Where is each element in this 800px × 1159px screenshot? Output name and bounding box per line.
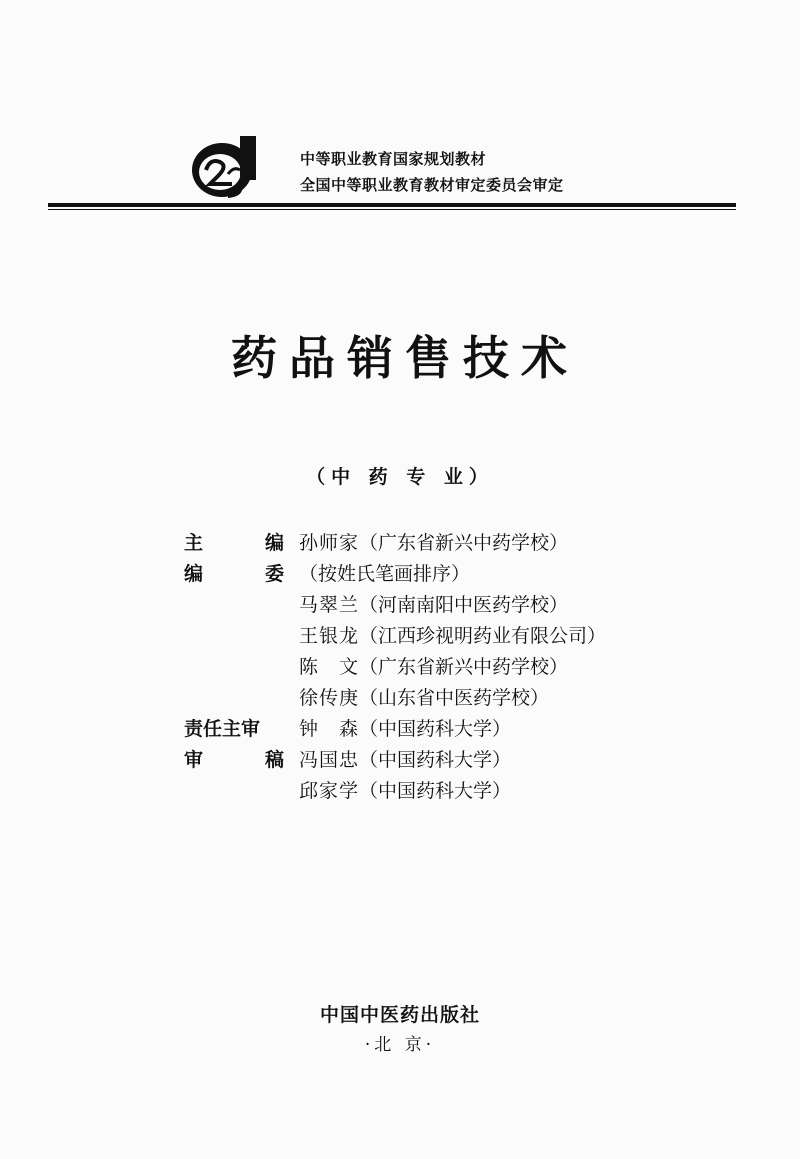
person-name: 马翠兰 bbox=[299, 594, 360, 616]
book-subtitle: （中 药 专 业） bbox=[306, 466, 494, 488]
credit-row-responsible-reviewer bbox=[184, 714, 764, 745]
header-rule-thin bbox=[48, 209, 736, 210]
board-member bbox=[299, 683, 549, 714]
person-name: 冯国忠 bbox=[299, 749, 360, 771]
credit-row-editorial-board bbox=[184, 559, 764, 590]
role-responsible-reviewer: 责任主审 bbox=[184, 718, 261, 740]
person-affiliation: （山东省中医药学校） bbox=[359, 687, 550, 709]
publisher-name: 中国中医药出版社 bbox=[319, 1004, 480, 1026]
board-member bbox=[299, 590, 568, 621]
person-affiliation: （中国药科大学） bbox=[359, 718, 512, 740]
role-char: 稿 bbox=[264, 749, 284, 771]
role-char: 委 bbox=[264, 563, 284, 585]
person-name: 徐传庚 bbox=[299, 687, 360, 709]
role-reviewers bbox=[184, 745, 284, 776]
person-name: 钟 森 bbox=[299, 718, 360, 740]
person-name: 王银龙 bbox=[299, 625, 360, 647]
person-name: 陈 文 bbox=[299, 656, 360, 678]
reviewer-entry bbox=[299, 745, 511, 776]
person-affiliation: （广东省新兴中药学校） bbox=[359, 532, 569, 554]
credit-row-chief-editor bbox=[184, 528, 764, 559]
series-statement bbox=[300, 146, 564, 198]
credits-block bbox=[184, 528, 764, 807]
role-editorial-board bbox=[184, 559, 284, 590]
textbook-series-logo-icon bbox=[188, 134, 266, 200]
board-member bbox=[299, 621, 606, 652]
board-member-row bbox=[184, 590, 764, 621]
credit-row-reviewers bbox=[184, 745, 764, 776]
board-member-row bbox=[184, 621, 764, 652]
person-affiliation: （中国药科大学） bbox=[359, 780, 512, 802]
role-char: 编 bbox=[184, 563, 204, 585]
responsible-reviewer-entry bbox=[299, 714, 511, 745]
role-char: 编 bbox=[264, 532, 284, 554]
person-affiliation: （中国药科大学） bbox=[359, 749, 512, 771]
person-name: 邱家学 bbox=[299, 780, 360, 802]
role-char: 审 bbox=[184, 749, 204, 771]
person-affiliation: （河南南阳中医药学校） bbox=[359, 594, 569, 616]
reviewer-entry bbox=[299, 776, 511, 807]
board-member-row bbox=[184, 683, 764, 714]
board-member-row bbox=[184, 652, 764, 683]
person-affiliation: （江西珍视明药业有限公司） bbox=[359, 625, 607, 647]
series-line-2: 全国中等职业教育教材审定委员会审定 bbox=[300, 176, 564, 194]
book-title: 药品销售技术 bbox=[231, 331, 579, 385]
editorial-board-note: （按姓氏笔画排序） bbox=[299, 563, 471, 585]
header-rule-thick bbox=[48, 203, 736, 207]
person-affiliation: （广东省新兴中药学校） bbox=[359, 656, 569, 678]
person-name: 孙师家 bbox=[299, 532, 360, 554]
series-line-1: 中等职业教育国家规划教材 bbox=[300, 150, 487, 168]
reviewer-row bbox=[184, 776, 764, 807]
role-chief-editor bbox=[184, 528, 284, 559]
publisher-city: ·北 京· bbox=[364, 1035, 436, 1055]
role-char: 主 bbox=[184, 532, 204, 554]
chief-editor-entry bbox=[299, 528, 568, 559]
board-member bbox=[299, 652, 568, 683]
